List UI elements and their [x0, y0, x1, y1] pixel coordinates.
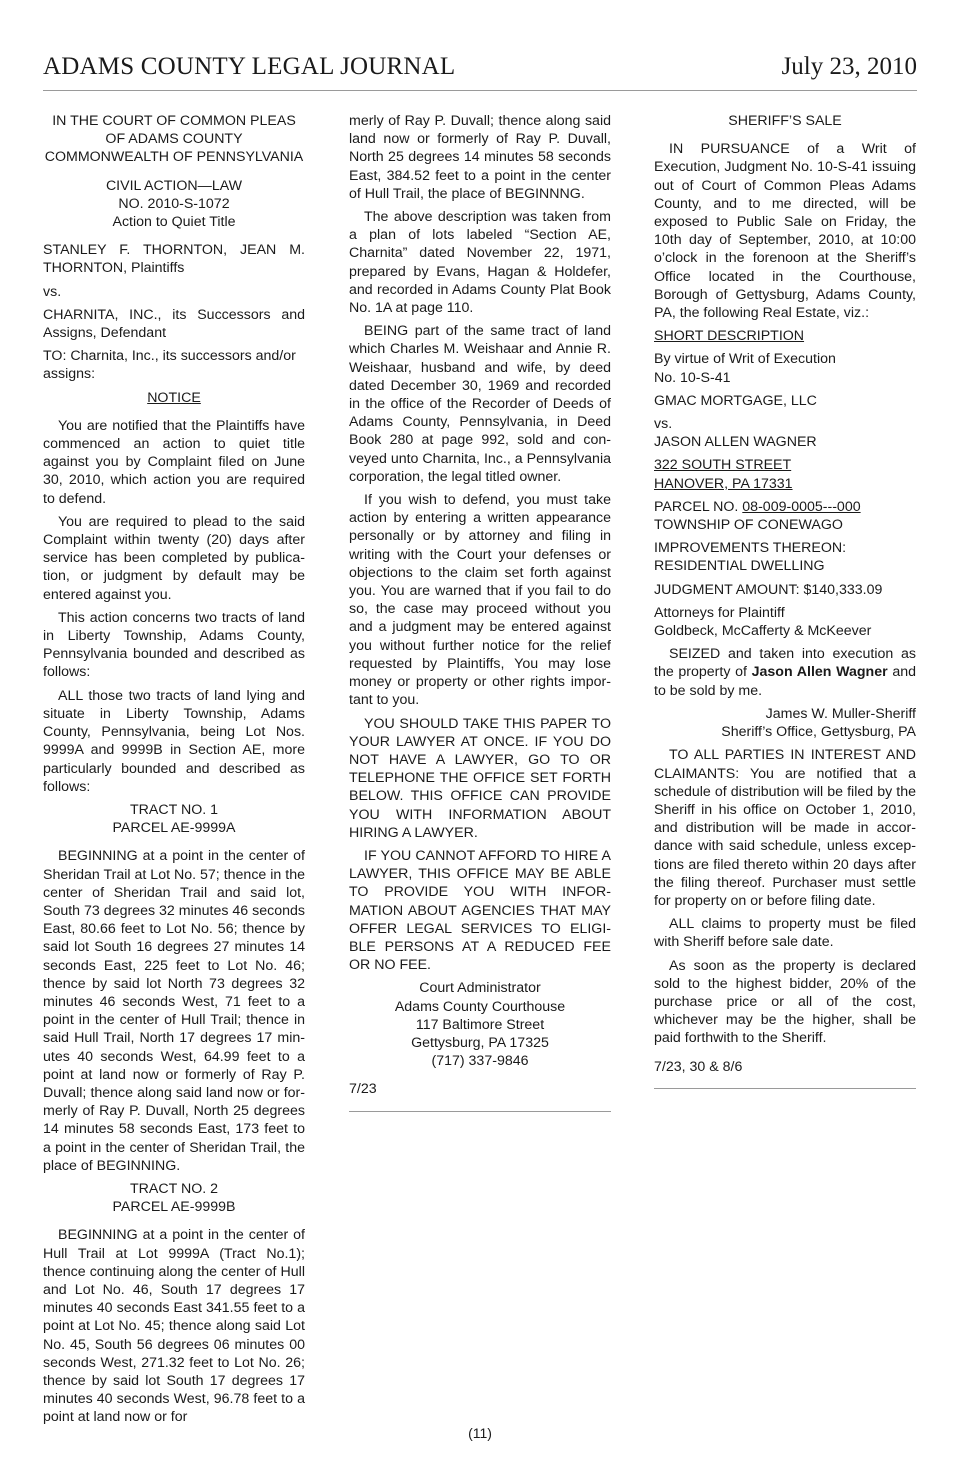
paragraph: You are notified that the Plaintiffs have commenced an action to quiet title against you by Complaint filed on June 30, 2010, which action you are required to defend.	[43, 417, 305, 507]
improvements: IMPROVEMENTS THEREON: RESIDENTIAL DWELLING	[654, 540, 847, 575]
paragraph: You are required to plead to the said Complaint within twenty (20) days after service has been completed by publication, or judgment by default may be entered against you.	[43, 513, 305, 603]
plaintiff: GMAC MORTGAGE, LLC	[654, 392, 817, 409]
short-description-heading: SHORT DESCRIPTION	[654, 328, 805, 345]
seized-paragraph: SEIZED and taken into execution as the property of Jason Allen Wagner and to be sold by me.	[654, 646, 916, 699]
paragraph: ALL claims to property must be filed with Sheriff before sale date.	[654, 916, 916, 951]
notice-heading: NOTICE	[147, 389, 201, 406]
paragraph: merly of Ray P. Duvall; thence along said land now or formerly of Ray P. Duvall, North 25 degrees 14 minutes 58 seconds East, 384.52 feet to a point in the center of Hull Trail, the place of BEGINNNG.	[349, 113, 611, 202]
tract-2-heading: TRACT NO. 2 PARCEL AE-9999B	[112, 1180, 236, 1216]
property-address: 322 SOUTH STREET HANOVER, PA 17331	[654, 457, 793, 492]
journal-header	[43, 52, 917, 91]
parcel-number: PARCEL NO. 08-009-0005---000	[654, 498, 861, 515]
sheriffs-sale-heading: SHERIFF’S SALE	[728, 113, 842, 129]
attorneys: Attorneys for Plaintiff Goldbeck, McCafferty & McKeever	[654, 604, 872, 640]
page-number: (11)	[468, 1425, 492, 1441]
paragraph: This action concerns two tracts of land in Liberty Township, Adams County, Pennsylvania bounded and described as follows:	[43, 609, 305, 681]
judgment-amount: JUDGMENT AMOUNT: $140,333.09	[654, 581, 883, 598]
issue-date: July 23, 2010	[781, 53, 917, 80]
versus: vs.	[43, 283, 62, 300]
versus: vs.	[654, 416, 673, 433]
tract-1-description: BEGINNING at a point in the center of Sheridan Trail at Lot No. 57; thence in the center of Sheridan Trail and said lot, South 73 degrees 32 minutes 46 seconds East, 80.66 feet to Lot No. 56; thence by said lot South 16 degrees 27 minutes 14 seconds East, 225 feet to Lot No. 46; thence by said lot North 73 degrees 32 minutes 46 seconds West, 71 feet to a point in the center of Hull Trail; thence in said Hull Trail, North 17 degrees 17 minutes 40 seconds West, 64.99 feet to a point at land now or formerly of Ray P. Duvall; thence along said land now or formerly of Ray P. Duvall, North 25 degrees 14 minutes 58 seconds East, 173 feet to a point in the center of Sheridan Trail, the place of BEGINNING.	[43, 848, 305, 1174]
paragraph: As soon as the property is declared sold to the highest bidder, 20% of the purchase price or all of the cost, whichever may be the higher, shall be paid forthwith to the Sheriff.	[654, 957, 916, 1047]
sheriff-office: Sheriff’s Office, Gettysburg, PA	[721, 724, 916, 741]
paragraph: IF YOU CANNOT AFFORD TO HIRE A LAWYER, THIS OFFICE MAY BE ABLE TO PROVIDE YOU WITH INFORMATION ABOUT AGENCIES THAT MAY OFFER LEGAL SERVICES TO ELIGIBLE PERSONS AT A REDUCED FEE OR NO FEE.	[349, 847, 611, 974]
paragraph: IN PURSUANCE of a Writ of Execution, Judgment No. 10-S-41 issuing out of Court of Common Pleas Adams County, and to me directed, will be exposed to Public Sale on Friday, the 10th day of September, 2010, at 10:00 o’clock in the forenoon at the Sheriff’s Office located in the Courthouse, Borough of Gettysburg, Adams County, PA, the following Real Estate, viz.:	[654, 141, 916, 322]
column-2-quiet-title-notice	[349, 112, 611, 1112]
township: TOWNSHIP OF CONEWAGO	[654, 517, 843, 534]
paragraph: YOU SHOULD TAKE THIS PAPER TO YOUR LAWYER AT ONCE. IF YOU DO NOT HAVE A LAWYER, GO TO OR TELEPHONE THE OFFICE SET FORTH BELOW. THIS OFFICE CAN PROVIDE YOU WITH INFORMATION ABOUT HIRING A LAWYER.	[349, 715, 611, 841]
court-administrator-address: Court Administrator Adams County Courthouse 117 Baltimore Street Gettysburg, PA 17325 (717) 337-9846	[394, 980, 566, 1070]
defendant: CHARNITA, INC., its Successors and Assigns, Defendant	[43, 306, 305, 342]
divider	[654, 1088, 916, 1089]
paragraph: BEING part of the same tract of land which Charles M. Weishaar and Annie R. Weishaar, husband and wife, by deed dated December 30, 1969 and recorded in the office of the Recorder of Deeds of Adams County, Pennsylvania, in Deed Book 280 at page 992, sold and conveyed unto Charnita, Inc., a Pennsylvania corporation, the legal titled owner.	[349, 323, 611, 485]
journal-title: ADAMS COUNTY LEGAL JOURNAL	[43, 53, 456, 80]
court-name: IN THE COURT OF COMMON PLEAS OF ADAMS COUNTY COMMONWEALTH OF PENNSYLVANIA	[44, 113, 304, 166]
publication-date: 7/23	[349, 1081, 377, 1098]
column-1-quiet-title-notice	[43, 112, 305, 1432]
paragraph: TO ALL PARTIES IN INTEREST AND CLAIMANTS: You are notified that a schedule of distribution will be filed by the Sheriff in his office on October 1, 2010, and distribution will be made in accordance with said schedule, unless exceptions are filed thereto within 20 days after the filing thereof. Purchaser must settle for property on or before filing date.	[654, 747, 916, 909]
plaintiffs: STANLEY F. THORNTON, JEAN M. THORNTON, Plaintiffs	[43, 242, 305, 277]
divider	[349, 1111, 611, 1112]
paragraph: If you wish to defend, you must take action by entering a written appearance personally or by attorney and filing in writing with the Court your defenses or objections to the claim set forth against you. You are warned that if you fail to do so, the case may proceed without you and a judgment may be entered against you without further notice for the relief requested by Plaintiffs, You may lose money or property or other rights important to you.	[349, 492, 611, 709]
publication-dates: 7/23, 30 & 8/6	[654, 1058, 743, 1075]
defendant: JASON ALLEN WAGNER	[654, 434, 817, 451]
column-3-sheriffs-sale	[654, 112, 916, 1089]
addressee: TO: Charnita, Inc., its successors and/or assigns:	[43, 348, 296, 383]
sheriff-name: James W. Muller-Sheriff	[765, 705, 916, 722]
paragraph: The above description was taken from a plan of lots labeled “Section AE, Charnita” dated November 22, 1971, prepared by Evans, Hagan & Holdefer, and recorded in Adams County Plat Book No. 1A at page 110.	[349, 209, 611, 317]
tract-1-heading: TRACT NO. 1 PARCEL AE-9999A	[112, 801, 236, 837]
tract-2-description: BEGINNING at a point in the center of Hull Trail at Lot 9999A (Tract No.1); thence continuing along the center of Hull and Lot No. 46, South 17 degrees 17 minutes 40 seconds East 341.55 feet to a point at Lot No. 45; thence along said Lot No. 45, South 56 degrees 06 minutes 00 seconds West, 271.32 feet to Lot No. 26; thence by said lot South 17 degrees 17 minutes 40 seconds West, 96.78 feet to a point at land now or for	[43, 1227, 305, 1426]
writ-of-execution: By virtue of Writ of Execution No. 10-S-41	[654, 351, 836, 386]
case-caption: CIVIL ACTION—LAW NO. 2010-S-1072 Action to Quiet Title	[105, 177, 243, 231]
paragraph: ALL those two tracts of land lying and situate in Liberty Township, Adams County, Pennsylvania, being Lot Nos. 9999A and 9999B in Section AE, more particularly bounded and described as follows:	[43, 687, 305, 795]
